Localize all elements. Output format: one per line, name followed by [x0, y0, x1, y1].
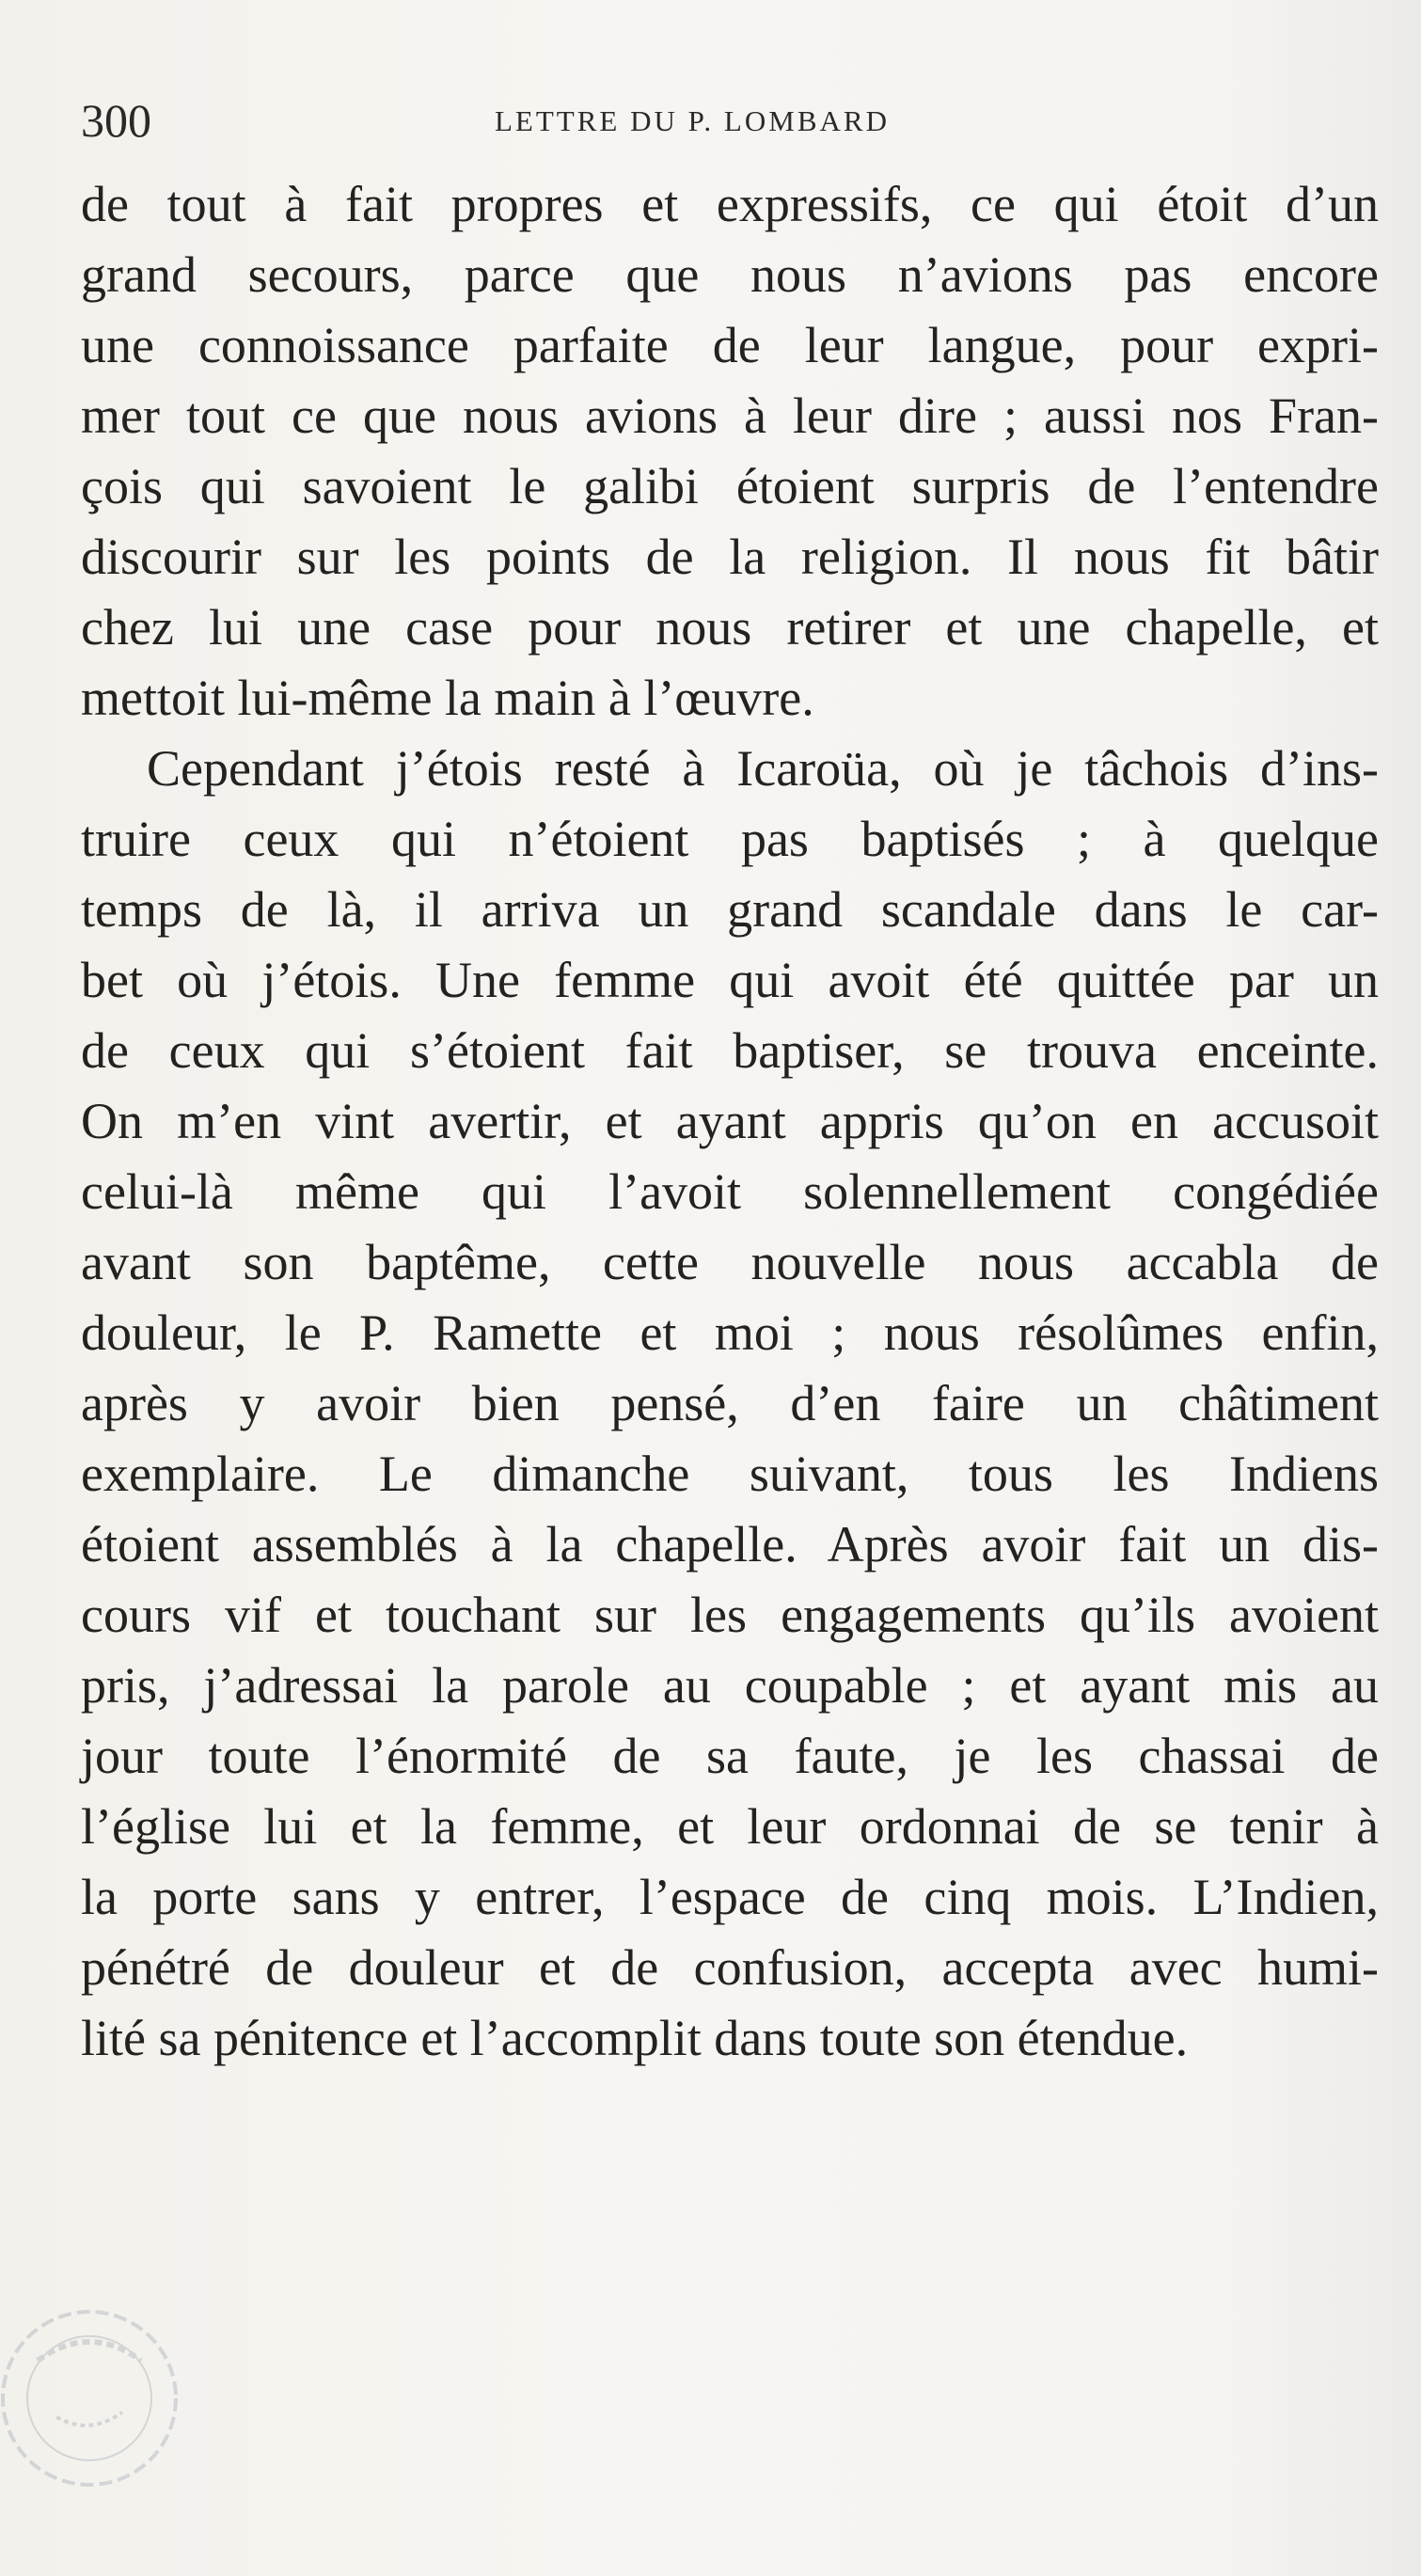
text-line: temps de là, il arriva un grand scandale dans le car-	[81, 881, 1379, 938]
text-line: étoient assemblés à la chapelle. Après avoir fait un dis-	[81, 1516, 1379, 1572]
text-line: grand secours, parce que nous n’avions pas encore	[81, 246, 1379, 303]
text-line: truire ceux qui n’étoient pas baptisés ; à quelque	[81, 811, 1379, 867]
text-line: mettoit lui-même la main à l’œuvre.	[81, 670, 814, 726]
text-line: jour toute l’énormité de sa faute, je les chassai de	[81, 1728, 1379, 1784]
text-line: discourir sur les points de la religion. Il nous fit bâtir	[81, 529, 1379, 585]
text-line: de tout à fait propres et expressifs, ce qui étoit d’un	[81, 176, 1379, 232]
text-line: pris, j’adressai la parole au coupable ; et ayant mis au	[81, 1657, 1379, 1714]
text-line: mer tout ce que nous avions à leur dire ; aussi nos Fran-	[81, 387, 1379, 444]
text-line: çois qui savoient le galibi étoient surpris de l’entendre	[81, 458, 1379, 514]
text-line: de ceux qui s’étoient fait baptiser, se trouva enceinte.	[81, 1022, 1379, 1079]
text-line: exemplaire. Le dimanche suivant, tous les Indiens	[81, 1446, 1379, 1502]
paragraph-1	[81, 169, 1379, 734]
text-line: une connoissance parfaite de leur langue, pour expri-	[81, 317, 1379, 373]
text-line: avant son baptême, cette nouvelle nous accabla de	[81, 1234, 1379, 1290]
text-line: l’église lui et la femme, et leur ordonnai de se tenir à	[81, 1798, 1379, 1855]
text-line: On m’en vint avertir, et ayant appris qu’on en accusoit	[81, 1093, 1379, 1149]
running-title: LETTRE DU P. LOMBARD	[495, 104, 890, 137]
text-line: après y avoir bien pensé, d’en faire un châtiment	[81, 1375, 1379, 1431]
paragraph-2	[81, 734, 1379, 2074]
text-line: lité sa pénitence et l’accomplit dans toute son étendue.	[81, 2010, 1189, 2066]
text-line: chez lui une case pour nous retirer et une chapelle, et	[81, 599, 1379, 656]
text-line: la porte sans y entrer, l’espace de cinq mois. L’Indien,	[81, 1869, 1379, 1925]
library-stamp-icon	[0, 2295, 216, 2502]
text-line: Cependant j’étois resté à Icaroüa, où je tâchois d’ins-	[147, 740, 1379, 797]
page-number: 300	[81, 94, 151, 147]
body-text	[81, 169, 1379, 2074]
text-line: bet où j’étois. Une femme qui avoit été quittée par un	[81, 952, 1379, 1008]
text-line: cours vif et touchant sur les engagements qu’ils avoient	[81, 1587, 1379, 1643]
text-line: pénétré de douleur et de confusion, accepta avec humi-	[81, 1939, 1379, 1996]
text-line: celui-là même qui l’avoit solennellement congédiée	[81, 1163, 1379, 1220]
running-head	[81, 92, 1379, 149]
text-line: douleur, le P. Ramette et moi ; nous résolûmes enfin,	[81, 1304, 1379, 1361]
